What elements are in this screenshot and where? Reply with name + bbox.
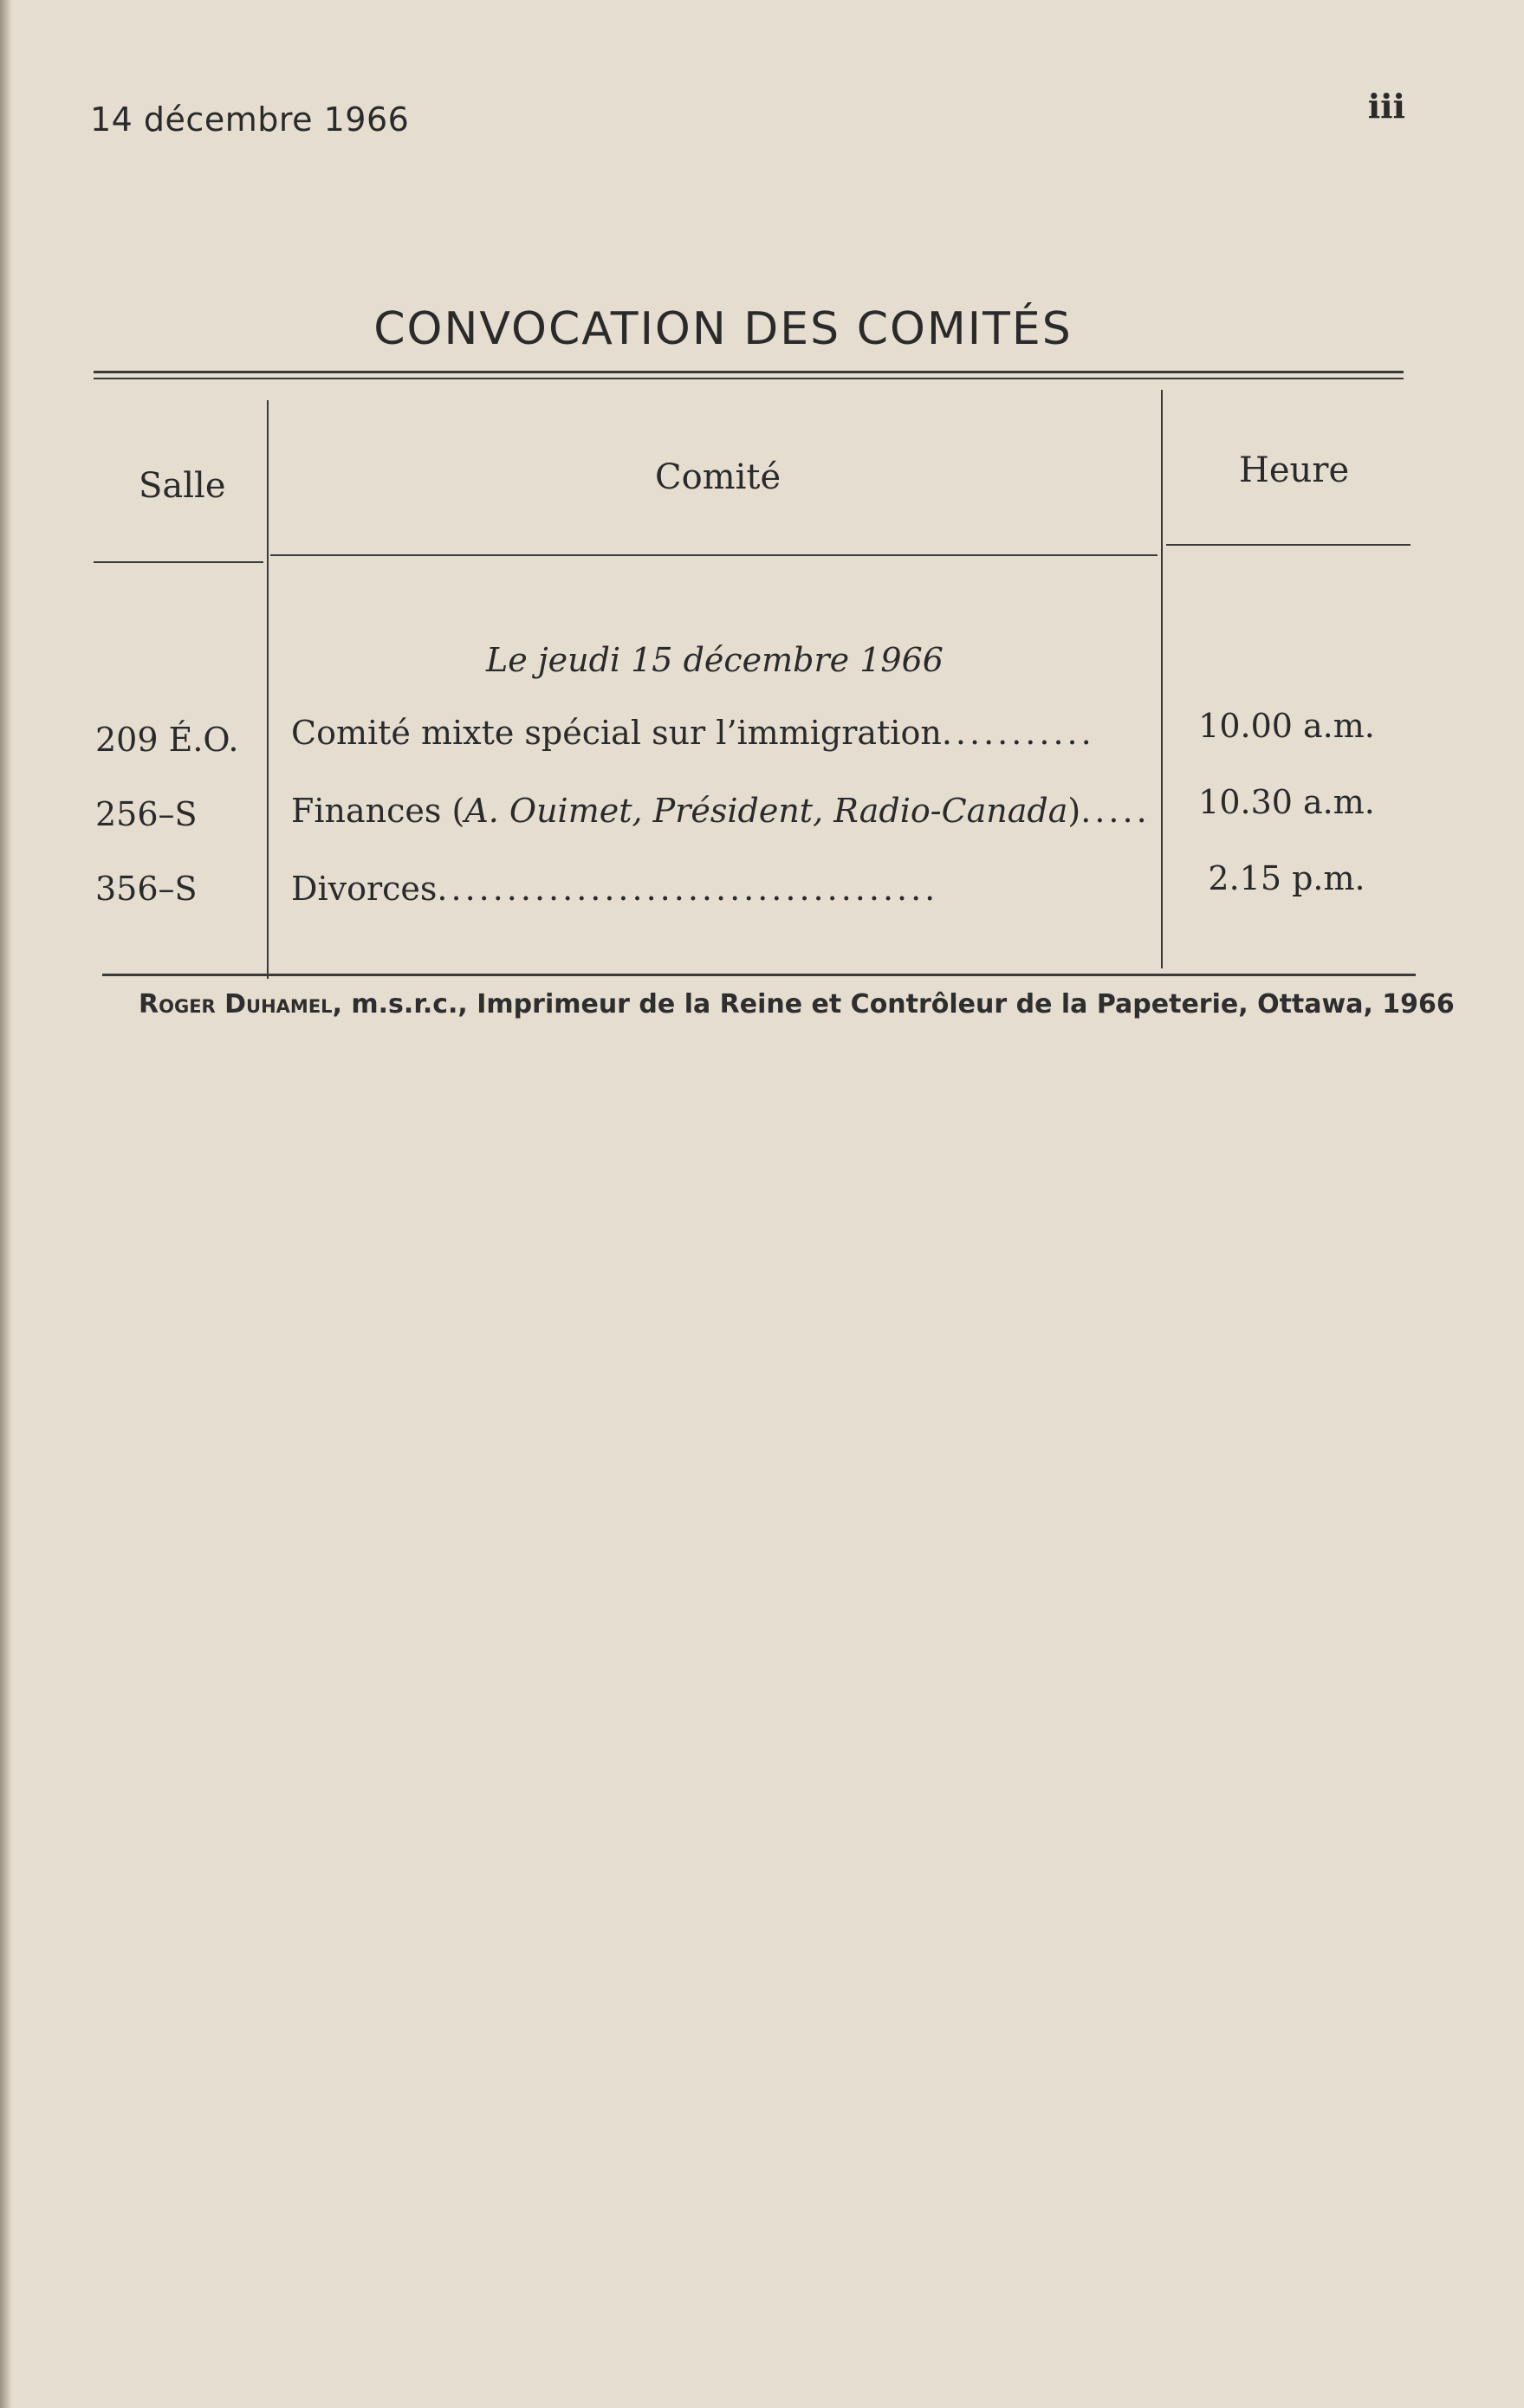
- row-heure: 10.00 a.m.: [1198, 707, 1375, 745]
- row-leader-dots: ...........: [941, 714, 1095, 752]
- page-title: CONVOCATION DES COMITÉS: [373, 303, 1073, 355]
- header-underline-comite: [270, 554, 1158, 556]
- row-comite-prefix: Finances (: [291, 792, 465, 830]
- header-underline-salle: [94, 561, 263, 563]
- imprint-line: [139, 989, 1455, 1020]
- row-comite-suffix: ): [1067, 792, 1081, 830]
- header-date: 14 décembre 1966: [90, 100, 410, 139]
- page-edge: [0, 0, 12, 2408]
- table-top-rule: [94, 371, 1404, 379]
- row-comite-text: Divorces: [291, 870, 438, 908]
- column-header-comite: Comité: [655, 457, 781, 497]
- header-underline-heure: [1166, 544, 1411, 546]
- table-row: [0, 707, 1524, 773]
- page-number: iii: [1367, 87, 1405, 126]
- imprint-details: , m.s.r.c., Imprimeur de la Reine et Contrôleur de la Papeterie, Ottawa, 1966: [332, 989, 1455, 1020]
- row-salle: 256–S: [95, 795, 198, 833]
- table-bottom-rule: [102, 974, 1416, 976]
- row-comite: [291, 792, 1151, 830]
- row-leader-dots: ....................................: [437, 870, 939, 908]
- row-comite-italic: A. Ouimet, Président, Radio-Canada: [464, 792, 1068, 830]
- table-row: [0, 859, 1524, 922]
- meeting-day: Le jeudi 15 décembre 1966: [486, 641, 944, 679]
- row-comite: [291, 870, 1140, 908]
- column-header-heure: Heure: [1239, 450, 1350, 490]
- row-heure: 2.15 p.m.: [1208, 859, 1365, 897]
- column-header-salle: Salle: [139, 466, 226, 506]
- row-comite-text: Comité mixte spécial sur l’immigration: [291, 714, 942, 752]
- row-heure: 10.30 a.m.: [1198, 783, 1375, 821]
- table-row: [0, 783, 1524, 847]
- row-salle: 209 É.O.: [95, 721, 239, 759]
- row-salle: 356–S: [95, 870, 198, 908]
- row-leader-dots: .....: [1080, 792, 1151, 830]
- row-comite: [291, 714, 1140, 752]
- imprint-name: Roger Duhamel: [139, 989, 333, 1020]
